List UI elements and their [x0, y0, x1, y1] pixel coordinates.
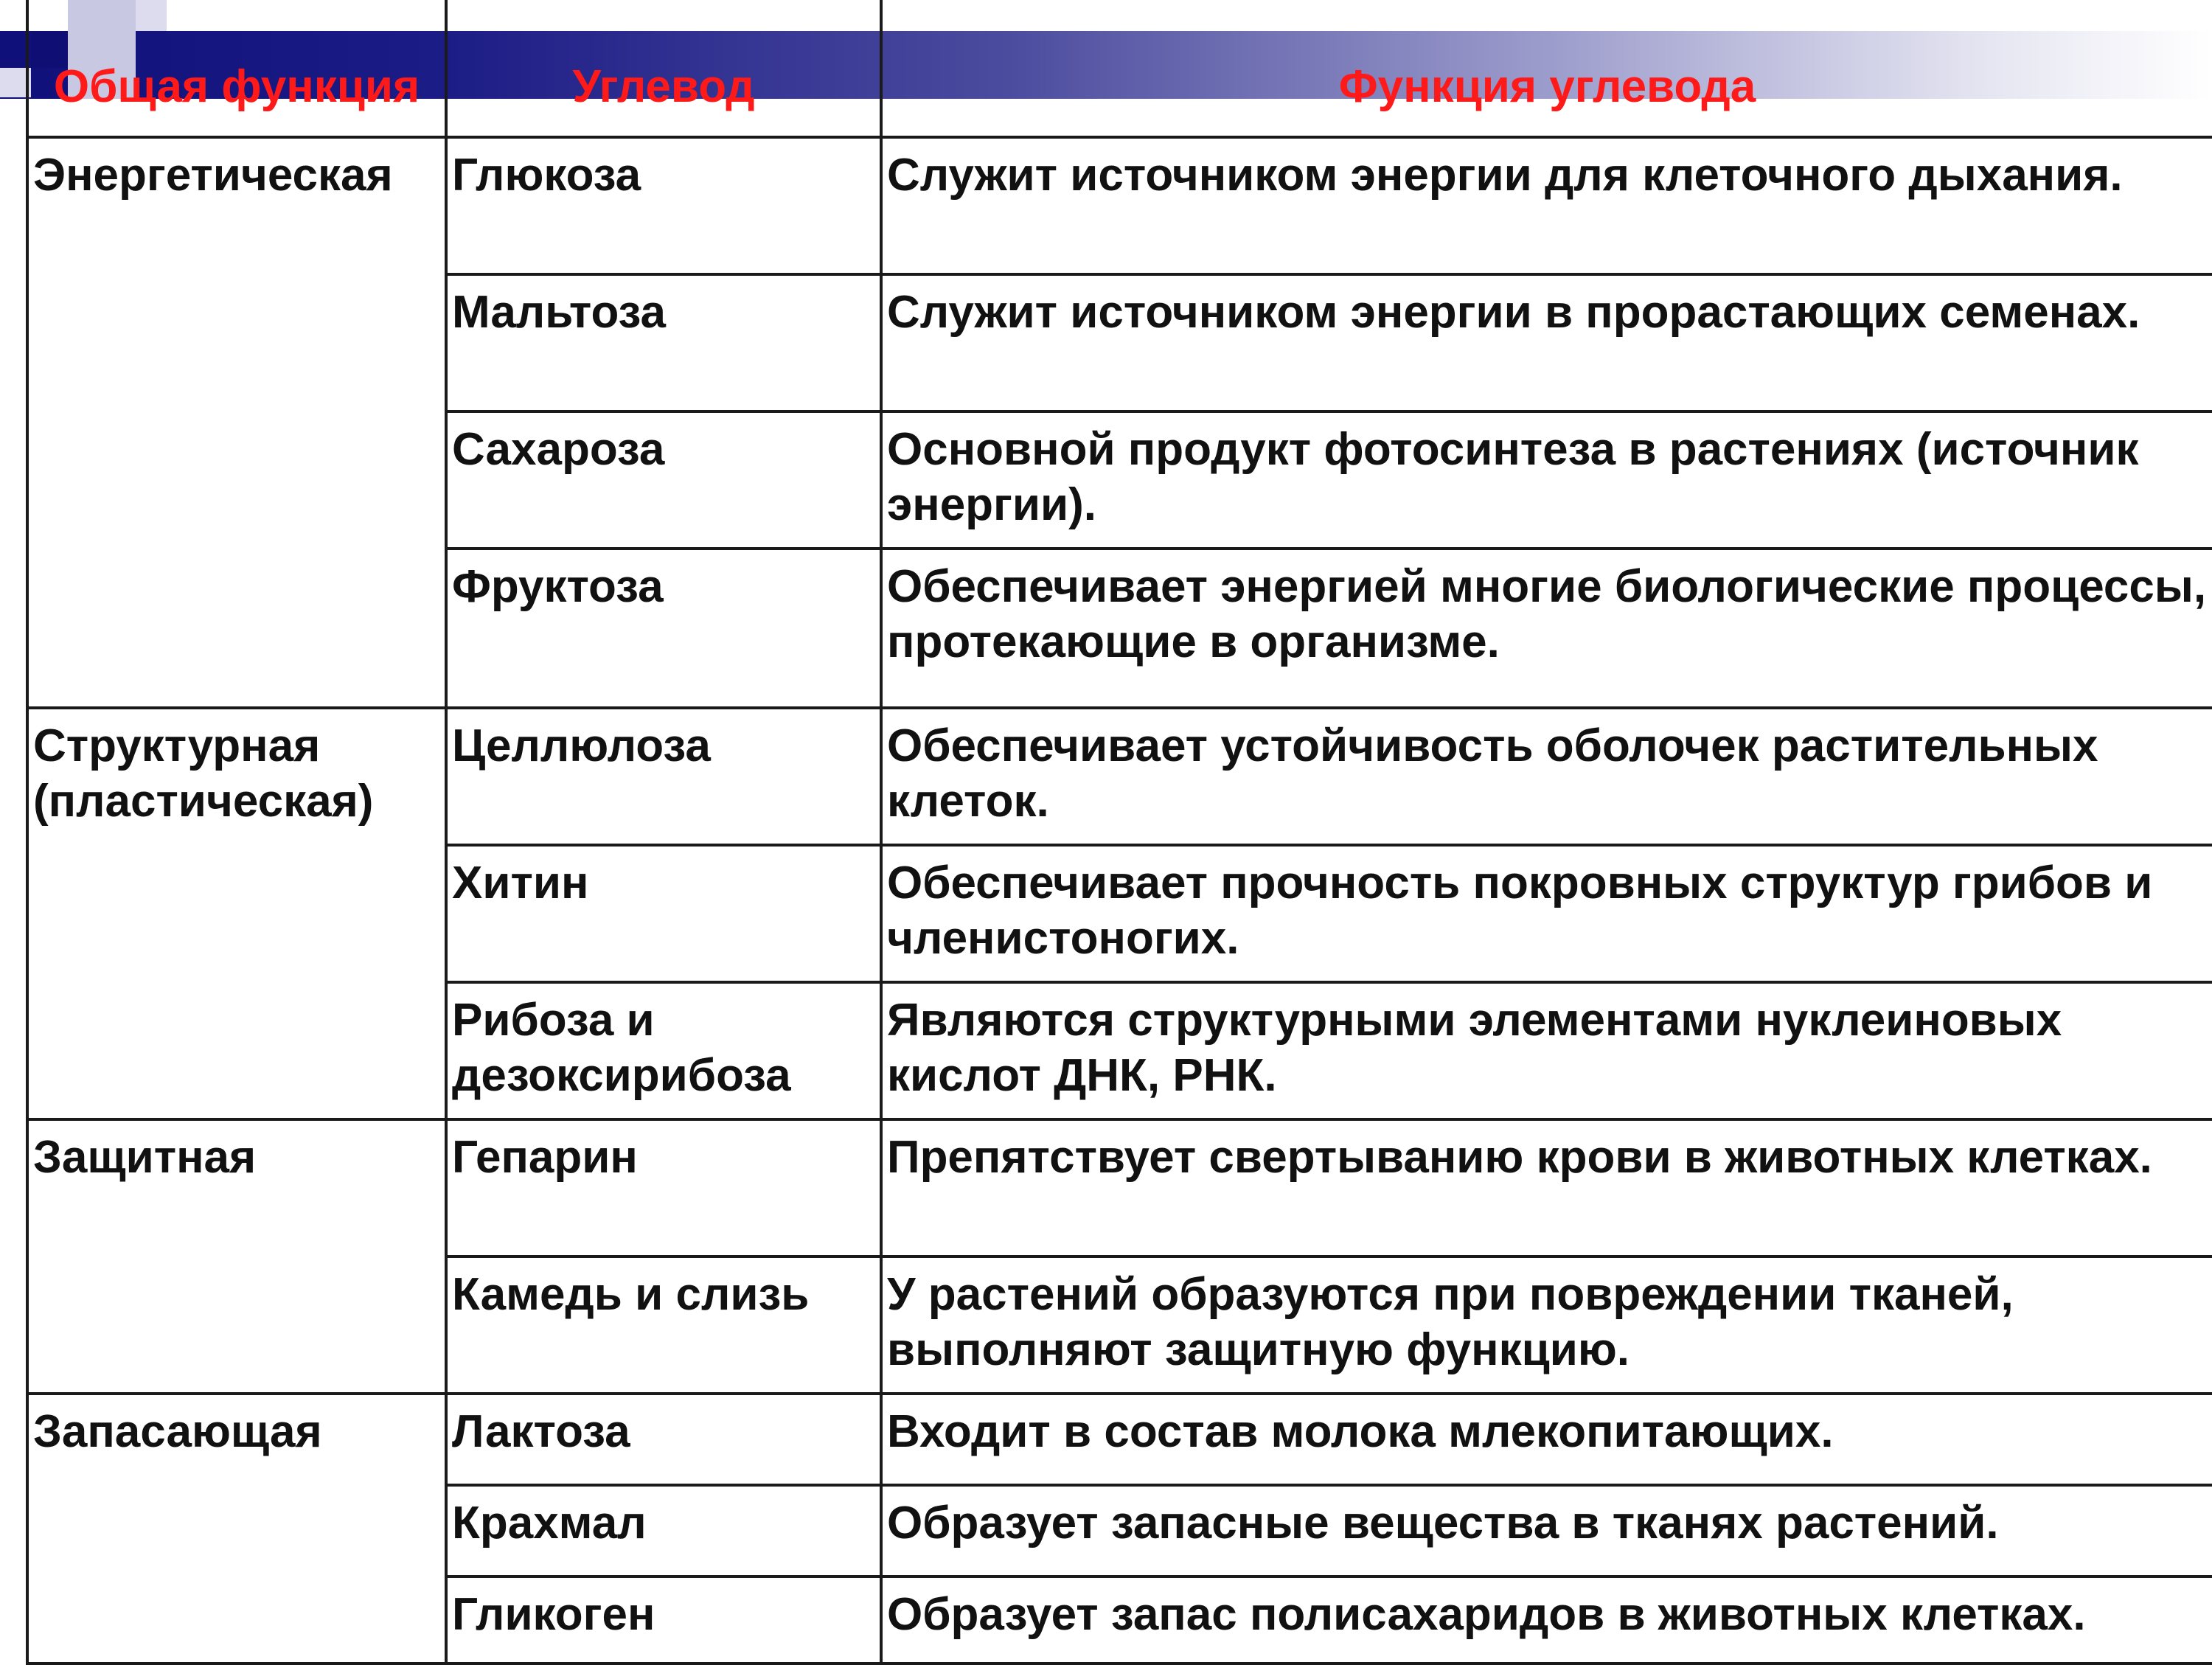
carbohydrate-functions-table: [26, 0, 2212, 1665]
carb-name: Хитин: [446, 845, 881, 982]
carb-function: Являются структурными элементами нуклеиновых кислот ДНК, РНК.: [881, 982, 2212, 1119]
table-row: [27, 1119, 2212, 1256]
carb-function: Образует запас полисахаридов в животных клетках.: [881, 1577, 2212, 1664]
carb-function: Основной продукт фотосинтеза в растениях (источник энергии).: [881, 411, 2212, 549]
carb-function: Образует запасные вещества в тканях растений.: [881, 1485, 2212, 1577]
table-row: [27, 708, 2212, 845]
carb-name: Гликоген: [446, 1577, 881, 1664]
carb-function: У растений образуются при повреждении тканей, выполняют защитную функцию.: [881, 1256, 2212, 1394]
carb-name: Мальтоза: [446, 274, 881, 411]
group-name: Структурная (пластическая): [27, 708, 446, 1119]
carb-function: Служит источником энергии в прорастающих семенах.: [881, 274, 2212, 411]
table-row: [27, 137, 2212, 274]
carb-function: Препятствует свертыванию крови в животных клетках.: [881, 1119, 2212, 1256]
carb-function: Обеспечивает прочность покровных структур грибов и членистоногих.: [881, 845, 2212, 982]
carb-function: Обеспечивает устойчивость оболочек растительных клеток.: [881, 708, 2212, 845]
table-row: [27, 1394, 2212, 1485]
carb-name: Гепарин: [446, 1119, 881, 1256]
carb-function: Обеспечивает энергией многие биологические процессы, протекающие в организме.: [881, 549, 2212, 708]
group-name: Защитная: [27, 1119, 446, 1394]
header-carbohydrate: Углевод: [446, 0, 881, 137]
group-name: Запасающая: [27, 1394, 446, 1664]
table-header-row: [27, 0, 2212, 137]
group-name: Энергетическая: [27, 137, 446, 708]
carb-name: Рибоза и дезоксирибоза: [446, 982, 881, 1119]
carb-name: Камедь и слизь: [446, 1256, 881, 1394]
carb-name: Сахароза: [446, 411, 881, 549]
carb-name: Глюкоза: [446, 137, 881, 274]
carb-name: Лактоза: [446, 1394, 881, 1485]
carb-name: Целлюлоза: [446, 708, 881, 845]
carb-function: Входит в состав молока млекопитающих.: [881, 1394, 2212, 1485]
carb-name: Крахмал: [446, 1485, 881, 1577]
carb-function: Служит источником энергии для клеточного дыхания.: [881, 137, 2212, 274]
header-general-function: Общая функция: [27, 0, 446, 137]
carb-name: Фруктоза: [446, 549, 881, 708]
header-carbohydrate-function: Функция углевода: [881, 0, 2212, 137]
